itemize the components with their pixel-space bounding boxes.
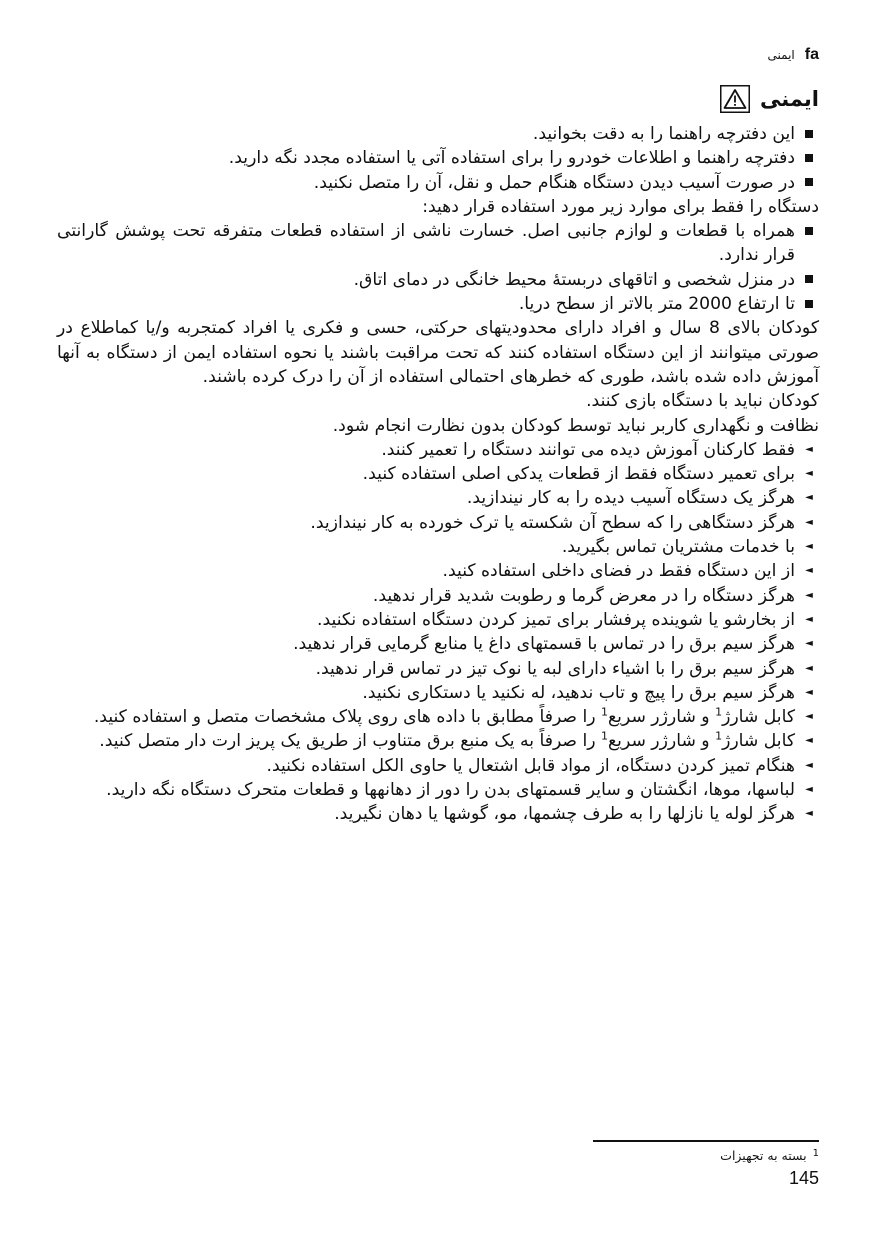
instruction-item xyxy=(57,559,819,583)
bullet-item xyxy=(57,122,819,146)
arrow-bullet-icon: ◄ xyxy=(805,565,813,577)
item-text: فقط کارکنان آموزش دیده می توانند دستگاه را تعمیر کنند. xyxy=(381,439,795,460)
instruction-item xyxy=(57,438,819,462)
item-text: کابل شارژ xyxy=(722,731,795,752)
item-text: در صورت آسیب دیدن دستگاه هنگام حمل و نقل، آن را متصل نکنید. xyxy=(313,172,795,193)
bullet-item xyxy=(57,292,819,316)
arrow-bullet-icon: ◄ xyxy=(805,662,813,674)
item-text: با خدمات مشتریان تماس بگیرید. xyxy=(561,537,795,558)
safety-content xyxy=(57,122,819,827)
footnote-ref: 1 xyxy=(715,705,723,719)
instruction-item xyxy=(57,486,819,510)
item-text: از این دستگاه فقط در فضای داخلی استفاده کنید. xyxy=(442,561,795,582)
instruction-item xyxy=(57,632,819,656)
item-text: هرگز دستگاهی را که سطح آن شکسته یا ترک خورده به کار نیندازید. xyxy=(310,512,795,533)
arrow-bullet-icon: ◄ xyxy=(805,735,813,747)
square-bullet-icon xyxy=(799,171,819,195)
footnote-ref: 1 xyxy=(601,705,609,719)
arrow-bullet-icon: ◄ xyxy=(805,686,813,698)
square-bullet-icon xyxy=(799,146,819,170)
item-text: و شارژر سریع xyxy=(608,731,716,752)
instruction-item xyxy=(57,535,819,559)
square-bullet-icon xyxy=(799,219,819,243)
warning-icon xyxy=(720,85,750,113)
item-text: هرگز سیم برق را با اشیاء دارای لبه یا نوک تیز در تماس قرار ندهید. xyxy=(315,658,795,679)
item-text: هرگز سیم برق را در تماس با قسمتهای داغ یا منابع گرمایی قرار ندهید. xyxy=(293,634,795,655)
arrow-bullet-icon: ◄ xyxy=(805,492,813,504)
bullet-item xyxy=(57,219,819,268)
item-text: دفترچه راهنما و اطلاعات خودرو را برای استفاده آتی یا استفاده مجدد نگه دارید. xyxy=(228,148,795,169)
section-name: ایمنی xyxy=(767,48,795,62)
section-heading xyxy=(720,85,819,113)
item-text: این دفترچه راهنما را به دقت بخوانید. xyxy=(532,124,795,144)
item-text: را صرفاً مطابق با داده های روی پلاک مشخصات متصل و استفاده کنید. xyxy=(93,707,602,728)
paragraph: دستگاه را فقط برای موارد زیر مورد استفاده قرار دهید: xyxy=(422,196,819,217)
item-text: همراه با قطعات و لوازم جانبی اصل. خسارت ناشی از استفاده قطعات متفرقه تحت پوشش گارانتی قرار ندارد. xyxy=(57,221,795,266)
instruction-item xyxy=(57,608,819,632)
instruction-item xyxy=(57,705,819,729)
square-bullet-icon xyxy=(799,122,819,146)
item-text: کابل شارژ xyxy=(722,707,795,728)
instruction-item xyxy=(57,754,819,778)
instruction-item xyxy=(57,511,819,535)
instruction-item xyxy=(57,778,819,802)
paragraph: کودکان بالای 8 سال و افراد دارای محدودیتهای حرکتی، حسی و فکری یا افراد کمتجربه و/یا کماطلاع در صورتی میتوانند از این دستگاه استفاده کنند که تحت مراقبت باشند یا نحوه استفاده ایمن از دستگاه به آنها آموزش داده شده باشد، طوری که خطرهای احتمالی استفاده از آن را درک کرده باشند. xyxy=(57,318,819,387)
page-title: ایمنی xyxy=(760,87,819,111)
bullet-item xyxy=(57,268,819,292)
instruction-item xyxy=(57,729,819,753)
arrow-bullet-icon: ◄ xyxy=(805,711,813,723)
item-text: برای تعمیر دستگاه فقط از قطعات یدکی اصلی استفاده کنید. xyxy=(362,464,795,485)
language-code: fa xyxy=(804,46,819,63)
footnote-text: بسته به تجهیزات xyxy=(720,1148,807,1163)
arrow-bullet-icon: ◄ xyxy=(805,759,813,771)
page-number: 145 xyxy=(788,1168,819,1188)
item-text: را صرفاً به یک منبع برق متناوب از طریق یک پریز ارت دار متصل کنید. xyxy=(99,731,602,752)
instruction-item xyxy=(57,657,819,681)
item-text: هرگز یک دستگاه آسیب دیده را به کار نیندازید. xyxy=(466,488,795,509)
instruction-item xyxy=(57,681,819,705)
item-text: در منزل شخصی و اتاقهای دربستهٔ محیط خانگی در دمای اتاق. xyxy=(353,269,795,290)
item-text: لباسها، موها، انگشتان و سایر قسمتهای بدن را دور از دهانهها و قطعات متحرک دستگاه نگه دارید. xyxy=(106,780,795,801)
footnote-ref: 1 xyxy=(601,729,609,743)
arrow-bullet-icon: ◄ xyxy=(805,613,813,625)
square-bullet-icon xyxy=(799,268,819,292)
page-header xyxy=(768,46,819,64)
instruction-item xyxy=(57,584,819,608)
bullet-item xyxy=(57,171,819,195)
arrow-bullet-icon: ◄ xyxy=(805,468,813,480)
footnote-divider xyxy=(593,1140,819,1142)
footnote xyxy=(720,1148,819,1163)
item-text: هرگز سیم برق را پیچ و تاب ندهید، له نکنید یا دستکاری نکنید. xyxy=(362,682,795,703)
arrow-bullet-icon: ◄ xyxy=(805,808,813,820)
item-text: هرگز دستگاه را در معرض گرما و رطوبت شدید قرار ندهید. xyxy=(372,585,795,606)
square-bullet-icon xyxy=(799,292,819,316)
footnote-number: 1 xyxy=(812,1148,819,1159)
item-text: از بخارشو یا شوینده پرفشار برای تمیز کردن دستگاه استفاده نکنید. xyxy=(317,609,795,630)
footnote-ref: 1 xyxy=(715,729,723,743)
arrow-bullet-icon: ◄ xyxy=(805,443,813,455)
arrow-bullet-icon: ◄ xyxy=(805,638,813,650)
arrow-bullet-icon: ◄ xyxy=(805,589,813,601)
arrow-bullet-icon: ◄ xyxy=(805,516,813,528)
item-text: هرگز لوله یا نازلها را به طرف چشمها، مو، گوشها یا دهان نگیرید. xyxy=(334,804,795,825)
paragraph: نظافت و نگهداری کاربر نباید توسط کودکان بدون نظارت انجام شود. xyxy=(332,415,819,436)
instruction-item xyxy=(57,462,819,486)
item-text: تا ارتفاع 2000 متر بالاتر از سطح دریا. xyxy=(518,294,795,315)
item-text: هنگام تمیز کردن دستگاه، از مواد قابل اشتعال یا حاوی الکل استفاده نکنید. xyxy=(266,755,795,776)
item-text: و شارژر سریع xyxy=(608,707,716,728)
instruction-item xyxy=(57,802,819,826)
bullet-item xyxy=(57,146,819,170)
paragraph: کودکان نباید با دستگاه بازی کنند. xyxy=(586,391,819,412)
arrow-bullet-icon: ◄ xyxy=(805,784,813,796)
arrow-bullet-icon: ◄ xyxy=(805,541,813,553)
